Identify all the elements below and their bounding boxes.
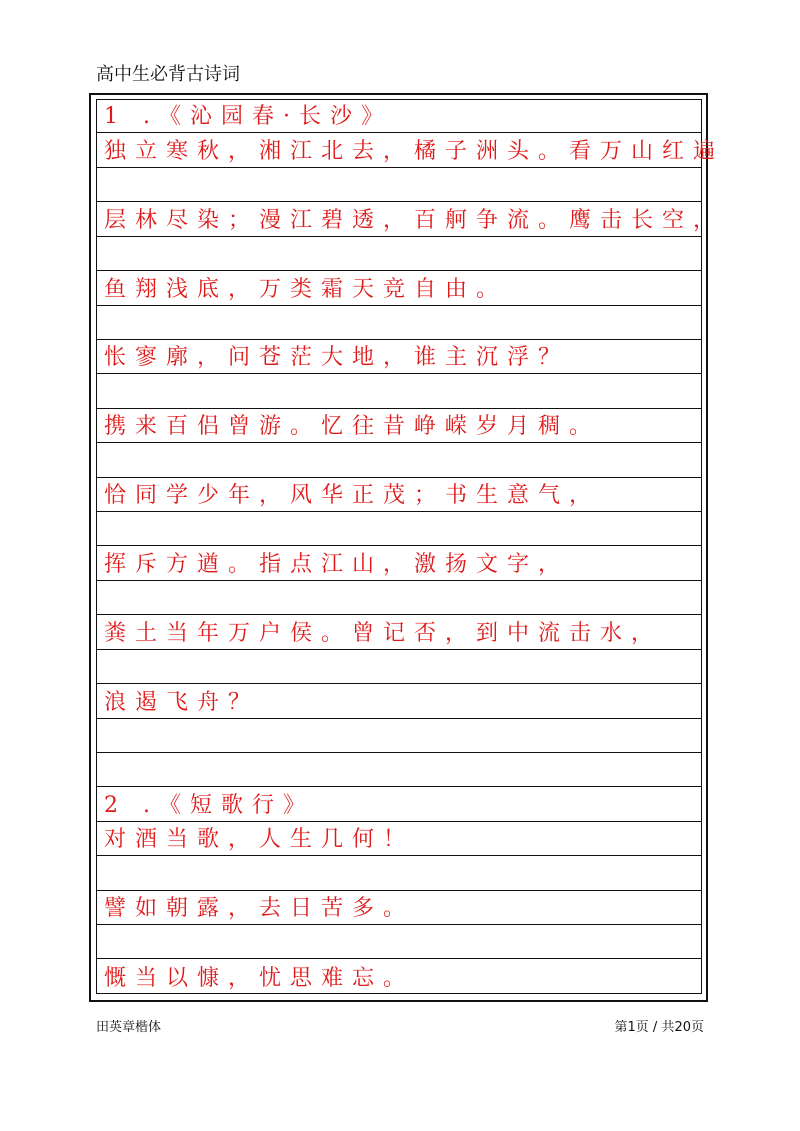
- poem-line-text: 挥斥方遒。指点江山，激扬文字，: [104, 551, 570, 577]
- document-title: 高中生必背古诗词: [96, 64, 240, 85]
- poem-line-text: 携来百侣曾游。忆往昔峥嵘岁月稠。: [104, 414, 601, 440]
- ruled-line: [96, 719, 702, 753]
- ruled-line: [96, 374, 702, 408]
- ruled-line: [96, 960, 702, 994]
- ruled-line: [96, 856, 702, 890]
- ruled-line: [96, 650, 702, 684]
- ruled-line: [96, 478, 702, 512]
- poem-line-text: 层林尽染；漫江碧透，百舸争流。鹰击长空，: [104, 207, 725, 233]
- ruled-line: [96, 925, 702, 959]
- ruled-line: [96, 306, 702, 340]
- poem-line-text: 譬如朝露，去日苦多。: [104, 896, 415, 922]
- poem-line-text: 浪遏飞舟？: [104, 689, 260, 715]
- ruled-line: [96, 409, 702, 443]
- ruled-line: [96, 753, 702, 787]
- ruled-line: [96, 202, 725, 236]
- ruled-line: [96, 237, 702, 271]
- ruled-line: [96, 443, 702, 477]
- poem-line-text: 1 .《沁园春·长沙》: [104, 104, 392, 130]
- poem-line-text: 鱼翔浅底，万类霜天竞自由。: [104, 276, 508, 302]
- ruled-line: [96, 512, 702, 546]
- ruled-line: [96, 787, 702, 821]
- ruled-line: [96, 168, 702, 202]
- ruled-line: [96, 271, 702, 305]
- ruled-line: [96, 99, 702, 133]
- poem-line-text: 怅寥廓，问苍茫大地，谁主沉浮？: [104, 345, 570, 371]
- ruled-line: [96, 822, 702, 856]
- font-name-label: 田英章楷体: [96, 1020, 162, 1035]
- ruled-line: [96, 891, 702, 925]
- poem-line-text: 恰同学少年，风华正茂；书生意气，: [104, 483, 601, 509]
- ruled-line: [96, 340, 702, 374]
- poem-line-text: 对酒当歌，人生几何！: [104, 827, 415, 853]
- poem-line-text: 慨当以慷，忧思难忘。: [104, 965, 415, 991]
- poem-line-text: 独立寒秋，湘江北去，橘子洲头。看万山红遍: [104, 138, 725, 164]
- poem-line-text: 粪土当年万户侯。曾记否，到中流击水，: [104, 620, 663, 646]
- ruled-line: [96, 581, 702, 615]
- poem-line-text: 2 .《短歌行》: [104, 792, 314, 818]
- ruled-line: [96, 546, 702, 580]
- ruled-line: [96, 615, 702, 649]
- ruled-line: [96, 684, 702, 718]
- ruled-line: [96, 133, 725, 167]
- page-number: 第1页 / 共20页: [614, 1020, 704, 1035]
